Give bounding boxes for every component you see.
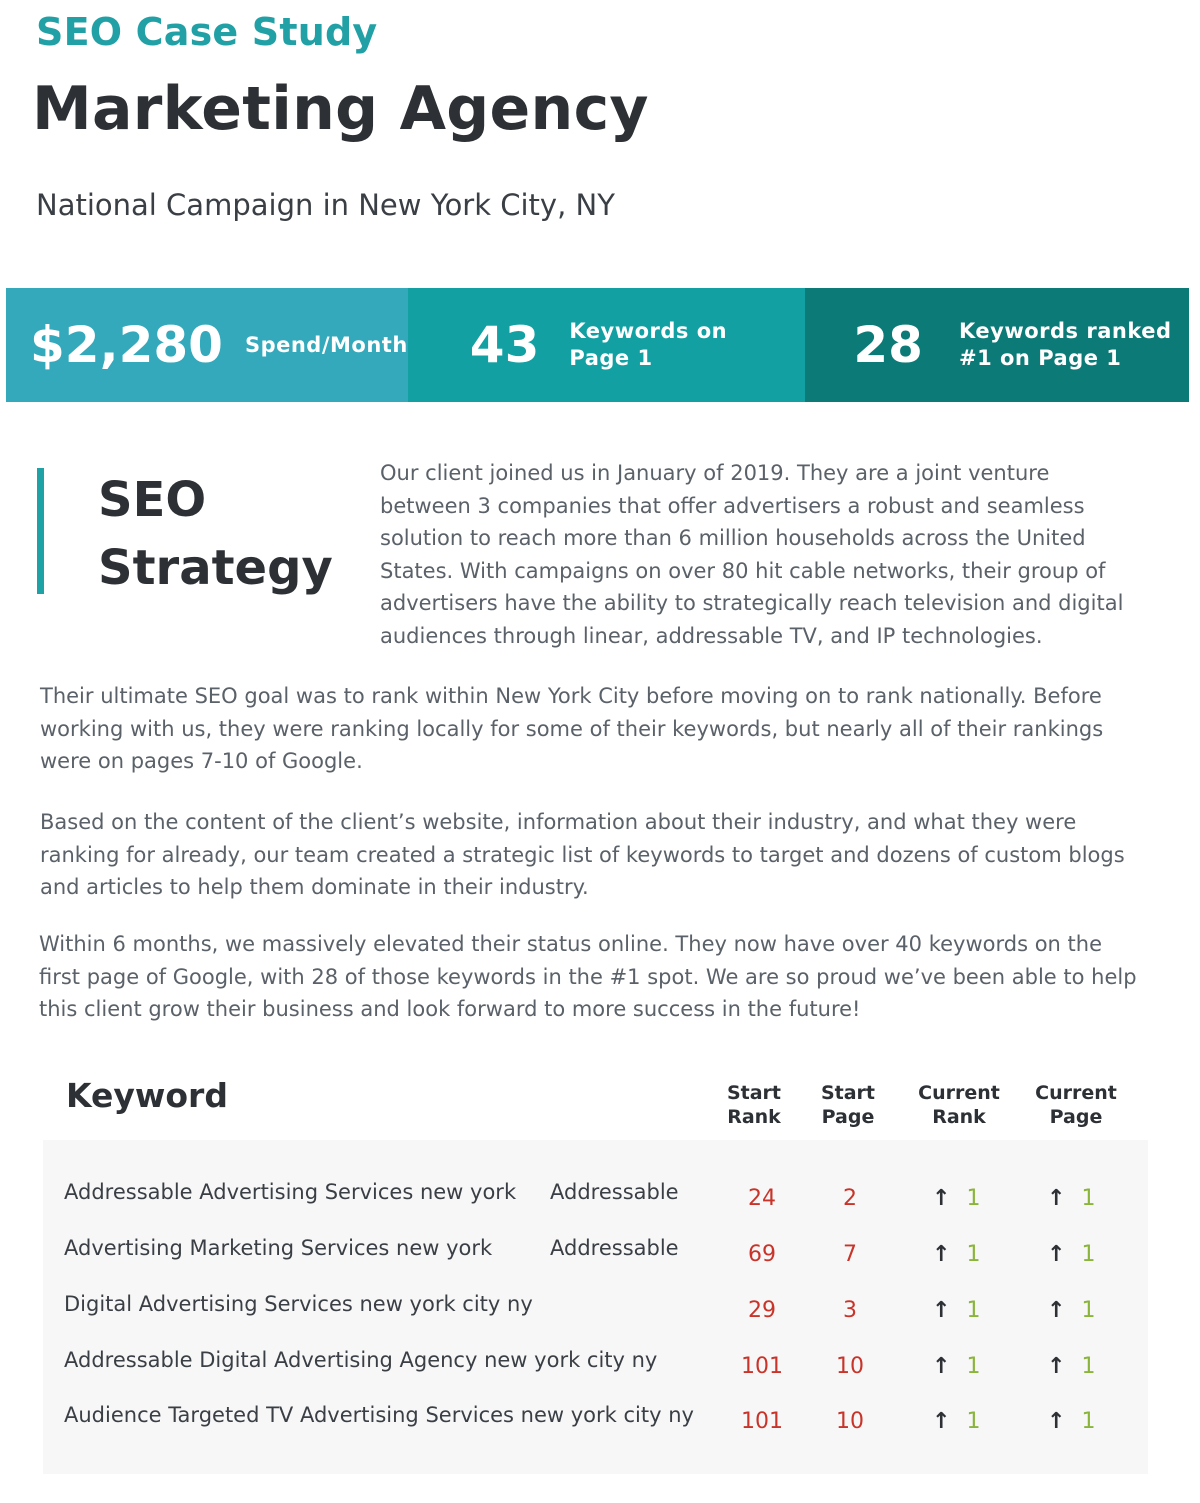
stat-keywords-rank1-label: Keywords ranked #1 on Page 1 [958, 319, 1172, 370]
current-page-cell [1047, 1186, 1095, 1211]
start-rank-cell: 29 [748, 1298, 776, 1323]
stat-spend [6, 288, 408, 402]
current-page-cell [1047, 1242, 1095, 1267]
current-rank-cell [932, 1354, 980, 1379]
stat-spend-label: Spend/Month [244, 332, 408, 357]
table-row [0, 1180, 1200, 1220]
stat-keywords-page1-label: Keywords on Page 1 [569, 319, 728, 370]
current-page-cell [1047, 1298, 1095, 1323]
keyword-table-heading: Keyword [66, 1076, 228, 1115]
paragraph-goal: Their ultimate SEO goal was to rank within New York City before moving on to rank nationally. Before working with us, they were ranking locally for some of their keywords, but nearly all of their rankings were on pages 7-10 of Google. [40, 684, 1104, 773]
arrow-up-icon: ↑ [1047, 1242, 1066, 1267]
current-rank-value: 1 [966, 1186, 981, 1211]
page-title: Marketing Agency [32, 74, 649, 144]
column-header-start-page: Start Page [820, 1082, 876, 1128]
stat-keywords-rank1 [805, 288, 1189, 402]
stat-keywords-page1-value: 43 [469, 316, 540, 374]
arrow-up-icon: ↑ [1047, 1298, 1066, 1323]
current-page-value: 1 [1081, 1298, 1096, 1323]
keyword-cell: Addressable Digital Advertising Agency new york city ny [64, 1348, 658, 1372]
start-page-cell: 3 [843, 1298, 857, 1323]
start-page-cell: 7 [843, 1242, 857, 1267]
stat-keywords-page1 [408, 288, 806, 402]
arrow-up-icon: ↑ [932, 1354, 951, 1379]
keyword-cell: Digital Advertising Services new york city ny [64, 1292, 533, 1316]
stat-keywords-rank1-value: 28 [853, 316, 923, 374]
current-rank-value: 1 [966, 1242, 981, 1267]
current-page-value: 1 [1081, 1242, 1096, 1267]
start-page-cell: 2 [843, 1186, 857, 1211]
arrow-up-icon: ↑ [1047, 1186, 1066, 1211]
current-page-value: 1 [1081, 1409, 1096, 1434]
start-rank-cell: 69 [748, 1242, 776, 1267]
keyword-cell: Advertising Marketing Services new york [64, 1236, 493, 1260]
table-row [0, 1292, 1200, 1332]
current-rank-value: 1 [966, 1354, 981, 1379]
arrow-up-icon: ↑ [1047, 1409, 1066, 1434]
keyword-tag: Addressable [550, 1180, 679, 1204]
strategy-heading: SEO Strategy [98, 472, 333, 596]
current-page-cell [1047, 1354, 1095, 1379]
start-page-cell: 10 [836, 1354, 864, 1379]
page-subtitle: National Campaign in New York City, NY [36, 188, 615, 222]
current-rank-cell [932, 1186, 980, 1211]
column-header-start-rank: Start Rank [726, 1082, 782, 1128]
arrow-up-icon: ↑ [932, 1298, 951, 1323]
column-header-current-rank: Current Rank [918, 1082, 1000, 1128]
arrow-up-icon: ↑ [932, 1409, 951, 1434]
eyebrow-title: SEO Case Study [36, 10, 378, 54]
column-header-current-page: Current Page [1035, 1082, 1117, 1128]
table-row [0, 1348, 1200, 1388]
start-rank-cell: 101 [741, 1354, 783, 1379]
arrow-up-icon: ↑ [932, 1242, 951, 1267]
current-page-value: 1 [1081, 1186, 1096, 1211]
stats-banner [6, 288, 1189, 402]
current-rank-cell [932, 1409, 980, 1434]
current-rank-value: 1 [966, 1409, 981, 1434]
start-rank-cell: 101 [741, 1409, 783, 1434]
arrow-up-icon: ↑ [932, 1186, 951, 1211]
arrow-up-icon: ↑ [1047, 1354, 1066, 1379]
current-rank-value: 1 [966, 1298, 981, 1323]
start-rank-cell: 24 [748, 1186, 776, 1211]
start-page-cell: 10 [836, 1409, 864, 1434]
current-page-value: 1 [1081, 1354, 1096, 1379]
keyword-tag: Addressable [550, 1236, 679, 1260]
strategy-intro: Our client joined us in January of 2019. They are a joint venture between 3 companies that offer advertisers a robust and seamless solution to reach more than 6 million households across the United States. With campaigns on over 80 hit cable networks, their group of advertisers have the ability to strategically reach television and digital audiences through linear, addressable TV, and IP technologies. [380, 461, 1124, 648]
current-rank-cell [932, 1298, 980, 1323]
table-row [0, 1236, 1200, 1276]
section-accent-bar [37, 468, 44, 594]
paragraph-approach: Based on the content of the client’s website, information about their industry, and what they were ranking for already, our team created a strategic list of keywords to target and dozens of custom blogs and articles to help them dominate in their industry. [40, 810, 1125, 899]
keyword-cell: Audience Targeted TV Advertising Services new york city ny [64, 1403, 694, 1427]
paragraph-results: Within 6 months, we massively elevated their status online. They now have over 40 keywords on the first page of Google, with 28 of those keywords in the #1 spot. We are so proud we’ve been able to help this client grow their business and look forward to more success in the future! [39, 932, 1137, 1021]
table-row [0, 1403, 1200, 1443]
stat-spend-value: $2,280 [30, 316, 223, 374]
current-rank-cell [932, 1242, 980, 1267]
current-page-cell [1047, 1409, 1095, 1434]
keyword-cell: Addressable Advertising Services new york [64, 1180, 517, 1204]
